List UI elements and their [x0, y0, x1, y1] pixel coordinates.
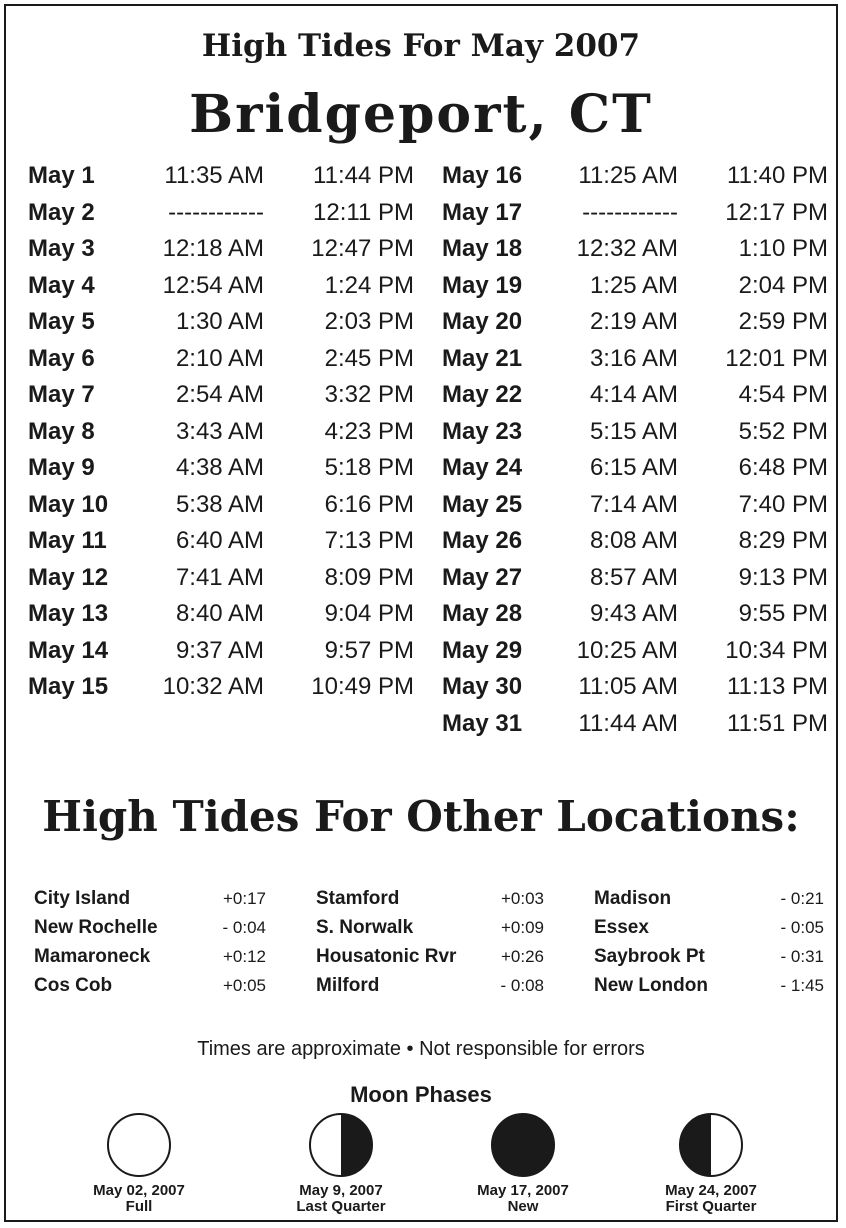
tide-row — [28, 489, 428, 526]
tide-day: May 4 — [28, 271, 95, 299]
last-quarter-moon-icon — [308, 1112, 374, 1178]
tide-second-time: 5:18 PM — [324, 454, 414, 481]
moon-phase-new — [438, 1112, 608, 1215]
tide-row — [28, 379, 428, 416]
moon-date: May 02, 2007 — [93, 1182, 185, 1199]
tide-day: May 21 — [442, 344, 523, 372]
tide-day: May 24 — [442, 454, 523, 481]
tide-first-time: 5:38 AM — [175, 490, 264, 518]
tide-second-time: 2:45 PM — [324, 344, 414, 372]
tide-second-time: 4:54 PM — [738, 381, 828, 408]
tide-second-time: 12:17 PM — [725, 198, 828, 226]
location-offset: +0:05 — [222, 976, 266, 995]
tide-row — [442, 525, 842, 562]
tide-row — [442, 270, 842, 307]
tide-row — [28, 197, 428, 234]
tide-day: May 22 — [442, 381, 523, 408]
tide-second-time: 8:29 PM — [738, 527, 828, 554]
tide-row — [28, 160, 428, 197]
tide-second-time: 11:44 PM — [313, 162, 414, 189]
tide-chart-sheet — [4, 4, 838, 1222]
location-offset: +0:12 — [222, 947, 266, 966]
location-offset: - 0:08 — [500, 976, 544, 995]
tide-first-time: 2:54 AM — [175, 381, 264, 408]
location-title: Bridgeport, CT — [189, 84, 653, 145]
tide-row — [28, 416, 428, 453]
tide-second-time: 7:13 PM — [324, 527, 414, 554]
tide-row — [442, 306, 842, 343]
location-name: New Rochelle — [34, 917, 158, 938]
tide-first-time: ------------ — [582, 198, 678, 226]
tide-second-time: 7:40 PM — [738, 490, 828, 518]
tide-first-time: 11:44 AM — [578, 709, 678, 737]
tide-first-time: 3:16 AM — [589, 344, 678, 372]
tide-day: May 10 — [28, 490, 109, 518]
tide-day: May 27 — [442, 563, 523, 591]
location-name: City Island — [34, 888, 131, 909]
location-offset: - 0:04 — [222, 918, 266, 937]
tide-second-time: 10:34 PM — [725, 636, 828, 664]
tide-day: May 25 — [442, 490, 523, 518]
first-quarter-moon-icon — [678, 1112, 744, 1178]
tide-first-time: 9:43 AM — [589, 600, 678, 627]
location-offset: +0:09 — [500, 918, 544, 937]
tide-first-time: 6:40 AM — [175, 527, 264, 554]
tide-first-time: 11:25 AM — [578, 162, 678, 189]
location-row — [34, 946, 834, 975]
tide-first-time: ------------ — [168, 198, 264, 226]
tide-first-time: 7:14 AM — [589, 490, 678, 518]
tide-day: May 18 — [442, 235, 523, 262]
tide-day: May 12 — [28, 563, 109, 591]
tide-day: May 6 — [28, 344, 95, 372]
location-row — [34, 888, 834, 917]
tide-first-time: 1:30 AM — [175, 308, 264, 335]
tide-row — [442, 562, 842, 599]
tide-day: May 3 — [28, 235, 95, 262]
tide-day: May 14 — [28, 636, 109, 664]
tide-row — [442, 671, 842, 708]
tide-day: May 13 — [28, 600, 109, 627]
tide-day: May 11 — [28, 527, 107, 554]
tide-row — [442, 233, 842, 270]
tide-day: May 30 — [442, 673, 523, 700]
tide-second-time: 12:47 PM — [311, 235, 414, 262]
tide-day: May 28 — [442, 600, 523, 627]
moon-date: May 9, 2007 — [299, 1182, 383, 1199]
location-offset: - 0:21 — [780, 889, 824, 908]
tide-first-time: 2:19 AM — [589, 308, 678, 335]
tide-row — [28, 452, 428, 489]
tide-row — [442, 489, 842, 526]
tide-first-time: 12:32 AM — [576, 235, 678, 262]
tide-day: May 5 — [28, 308, 95, 335]
tide-day: May 19 — [442, 271, 523, 299]
tide-day: May 29 — [442, 636, 523, 664]
tide-day: May 23 — [442, 417, 523, 445]
tide-row — [442, 635, 842, 672]
tide-row — [28, 233, 428, 270]
location-offset: - 1:45 — [780, 976, 824, 995]
tide-row — [442, 160, 842, 197]
full-moon-icon — [106, 1112, 172, 1178]
tide-row — [28, 525, 428, 562]
tide-first-time: 12:54 AM — [162, 271, 264, 299]
moon-phase-label: New — [507, 1198, 539, 1215]
tide-row — [28, 270, 428, 307]
tide-second-time: 12:01 PM — [725, 344, 828, 372]
location-name: Madison — [594, 888, 672, 909]
tide-second-time: 6:48 PM — [738, 454, 828, 481]
tide-second-time: 6:16 PM — [324, 490, 414, 518]
tide-second-time: 3:32 PM — [324, 381, 414, 408]
tide-second-time: 4:23 PM — [324, 417, 414, 445]
moon-phase-first-quarter — [626, 1112, 796, 1215]
tide-first-time: 10:25 AM — [576, 636, 678, 664]
tide-row — [28, 635, 428, 672]
tide-row — [442, 197, 842, 234]
location-offset: - 0:31 — [780, 947, 824, 966]
tide-first-time: 7:41 AM — [175, 563, 264, 591]
tide-first-time: 3:43 AM — [175, 417, 264, 445]
tide-first-time: 4:14 AM — [589, 381, 678, 408]
tide-first-time: 4:38 AM — [175, 454, 264, 481]
tide-second-time: 5:52 PM — [738, 417, 828, 445]
tide-row — [442, 708, 842, 745]
tide-row — [28, 671, 428, 708]
other-locations-table — [34, 888, 834, 1004]
moon-phase-last-quarter — [256, 1112, 426, 1215]
tide-first-time: 9:37 AM — [175, 636, 264, 664]
new-moon-icon — [490, 1112, 556, 1178]
tide-second-time: 1:10 PM — [738, 235, 828, 262]
tide-first-time: 10:32 AM — [162, 673, 264, 700]
location-offset: +0:26 — [500, 947, 544, 966]
tide-first-time: 5:15 AM — [589, 417, 678, 445]
tide-second-time: 9:13 PM — [738, 563, 828, 591]
tide-second-time: 2:03 PM — [324, 308, 414, 335]
tide-second-time: 10:49 PM — [311, 673, 414, 700]
location-row — [34, 917, 834, 946]
tide-row — [28, 306, 428, 343]
moon-phases-title: Moon Phases — [350, 1082, 492, 1107]
tide-second-time: 9:04 PM — [324, 600, 414, 627]
tide-first-time: 8:40 AM — [175, 600, 264, 627]
tide-second-time: 9:55 PM — [738, 600, 828, 627]
tide-day: May 7 — [28, 381, 95, 408]
tide-table-left — [28, 160, 428, 708]
location-offset: - 0:05 — [780, 918, 824, 937]
tide-day: May 8 — [28, 417, 95, 445]
tide-row — [442, 343, 842, 380]
location-name: Stamford — [316, 888, 400, 909]
location-offset: +0:17 — [222, 889, 266, 908]
location-name: Cos Cob — [34, 975, 113, 996]
tide-day: May 1 — [28, 162, 95, 189]
location-name: Milford — [316, 975, 380, 996]
location-name: Essex — [594, 917, 649, 938]
moon-phase-full — [54, 1112, 224, 1215]
tide-first-time: 11:05 AM — [578, 673, 678, 700]
tide-second-time: 11:51 PM — [727, 709, 828, 737]
tide-first-time: 2:10 AM — [175, 344, 264, 372]
tide-day: May 2 — [28, 198, 95, 226]
moon-phase-label: Last Quarter — [296, 1198, 386, 1215]
location-name: Housatonic Rvr — [316, 946, 457, 967]
location-row — [34, 975, 834, 1004]
tide-row — [28, 598, 428, 635]
tide-day: May 9 — [28, 454, 95, 481]
location-name: Mamaroneck — [34, 946, 151, 967]
tide-second-time: 8:09 PM — [324, 563, 414, 591]
other-locations-title: High Tides For Other Locations: — [42, 792, 800, 841]
location-name: New London — [594, 975, 708, 996]
tide-row — [442, 598, 842, 635]
tide-first-time: 8:08 AM — [589, 527, 678, 554]
tide-second-time: 9:57 PM — [324, 636, 414, 664]
tide-second-time: 11:13 PM — [727, 673, 828, 700]
tide-table-right — [442, 160, 842, 744]
tide-day: May 16 — [442, 162, 523, 189]
tide-day: May 15 — [28, 673, 109, 700]
tide-day: May 31 — [442, 709, 523, 737]
tide-row — [442, 416, 842, 453]
page-title: High Tides For May 2007 — [201, 28, 641, 64]
tide-day: May 20 — [442, 308, 523, 335]
tide-row — [442, 379, 842, 416]
location-name: S. Norwalk — [316, 917, 414, 938]
tide-first-time: 6:15 AM — [589, 454, 678, 481]
location-name: Saybrook Pt — [594, 946, 705, 967]
location-offset: +0:03 — [500, 889, 544, 908]
tide-second-time: 11:40 PM — [727, 162, 828, 189]
tide-second-time: 2:59 PM — [738, 308, 828, 335]
tide-first-time: 12:18 AM — [162, 235, 264, 262]
tide-second-time: 12:11 PM — [313, 198, 414, 226]
tide-row — [442, 452, 842, 489]
tide-first-time: 1:25 AM — [589, 271, 678, 299]
moon-date: May 17, 2007 — [477, 1182, 569, 1199]
tide-row — [28, 343, 428, 380]
tide-day: May 26 — [442, 527, 523, 554]
tide-row — [28, 562, 428, 599]
disclaimer-note: Times are approximate • Not responsible for errors — [197, 1038, 645, 1060]
moon-date: May 24, 2007 — [665, 1182, 757, 1199]
tide-second-time: 1:24 PM — [324, 271, 414, 299]
tide-first-time: 8:57 AM — [589, 563, 678, 591]
moon-phase-label: First Quarter — [665, 1198, 757, 1215]
tide-day: May 17 — [442, 198, 523, 226]
tide-second-time: 2:04 PM — [738, 271, 828, 299]
moon-phase-label: Full — [125, 1198, 153, 1215]
tide-first-time: 11:35 AM — [164, 162, 264, 189]
